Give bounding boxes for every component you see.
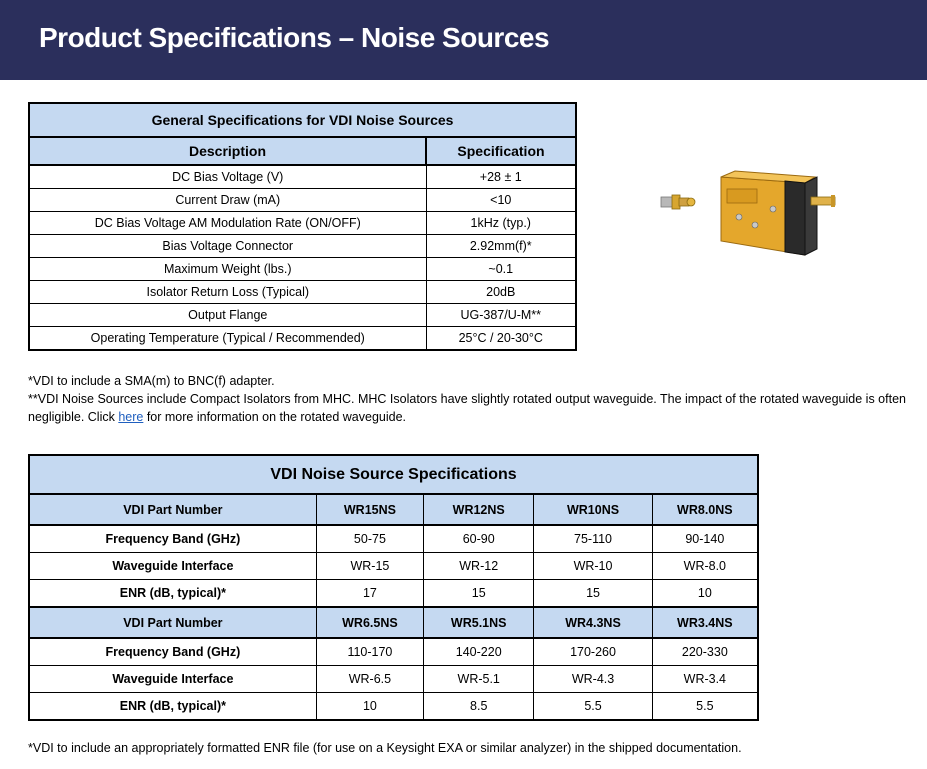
table-cell: 220-330 xyxy=(652,638,758,666)
general-table-title: General Specifications for VDI Noise Sources xyxy=(29,103,576,137)
note-isolators-text: **VDI Noise Sources include Compact Isolators from MHC. MHC Isolators have slightly rotated output waveguide. The impact of the rotated waveguide is often negligible. Click xyxy=(28,392,906,424)
spec-description: Operating Temperature (Typical / Recommended) xyxy=(29,327,426,351)
general-notes xyxy=(28,372,913,426)
sma-adapter-image xyxy=(661,195,695,209)
description-column-header: Description xyxy=(29,137,426,165)
table-cell: WR-3.4 xyxy=(652,666,758,693)
row-label: VDI Part Number xyxy=(29,607,316,638)
enr-row xyxy=(29,580,758,608)
table-cell: WR-10 xyxy=(534,553,652,580)
table-cell: 50-75 xyxy=(316,525,423,553)
row-label: Waveguide Interface xyxy=(29,666,316,693)
page-header xyxy=(0,0,927,80)
note-sma-adapter: *VDI to include a SMA(m) to BNC(f) adapter. xyxy=(28,374,275,388)
spec-value: +28 ± 1 xyxy=(426,165,576,189)
table-cell: WR3.4NS xyxy=(652,607,758,638)
rotated-waveguide-link[interactable]: here xyxy=(118,410,144,424)
waveguide-interface-row xyxy=(29,666,758,693)
noise-source-product-image xyxy=(655,165,845,275)
row-label: Frequency Band (GHz) xyxy=(29,525,316,553)
note-isolators-text-end: for more information on the rotated waveguide. xyxy=(143,410,407,424)
table-cell: 5.5 xyxy=(652,693,758,721)
spec-description: Current Draw (mA) xyxy=(29,189,426,212)
note-isolators xyxy=(28,390,913,426)
row-label: VDI Part Number xyxy=(29,494,316,525)
part-number-row xyxy=(29,494,758,525)
table-cell: WR4.3NS xyxy=(534,607,652,638)
general-spec-row xyxy=(29,235,576,258)
table-cell: 15 xyxy=(534,580,652,608)
table-cell: WR-12 xyxy=(424,553,534,580)
general-spec-row xyxy=(29,189,576,212)
table-cell: WR8.0NS xyxy=(652,494,758,525)
table-cell: 60-90 xyxy=(424,525,534,553)
table-cell: WR15NS xyxy=(316,494,423,525)
table-cell: WR12NS xyxy=(424,494,534,525)
general-spec-row xyxy=(29,327,576,351)
table-cell: WR5.1NS xyxy=(424,607,534,638)
table-cell: 110-170 xyxy=(316,638,423,666)
spec-value: 2.92mm(f)* xyxy=(426,235,576,258)
table-cell: WR-8.0 xyxy=(652,553,758,580)
table-cell: WR6.5NS xyxy=(316,607,423,638)
spec-value: 1kHz (typ.) xyxy=(426,212,576,235)
general-spec-row xyxy=(29,304,576,327)
spec-value: ~0.1 xyxy=(426,258,576,281)
waveguide-interface-row xyxy=(29,553,758,580)
frequency-band-row xyxy=(29,638,758,666)
table-cell: 8.5 xyxy=(424,693,534,721)
enr-row xyxy=(29,693,758,721)
spec-value: 25°C / 20-30°C xyxy=(426,327,576,351)
spec-description: Bias Voltage Connector xyxy=(29,235,426,258)
general-spec-row xyxy=(29,165,576,189)
general-spec-row xyxy=(29,281,576,304)
enr-footnote: *VDI to include an appropriately formatted ENR file (for use on a Keysight EXA or similar analyzer) in the shipped documentation. xyxy=(28,741,742,755)
part-number-row xyxy=(29,607,758,638)
noise-source-body-image xyxy=(721,171,835,255)
specification-column-header: Specification xyxy=(426,137,576,165)
table-cell: 5.5 xyxy=(534,693,652,721)
spec-description: DC Bias Voltage AM Modulation Rate (ON/OFF) xyxy=(29,212,426,235)
spec-description: DC Bias Voltage (V) xyxy=(29,165,426,189)
table-cell: WR-15 xyxy=(316,553,423,580)
table-cell: 10 xyxy=(652,580,758,608)
source-table-title: VDI Noise Source Specifications xyxy=(29,455,758,494)
table-cell: 75-110 xyxy=(534,525,652,553)
row-label: Waveguide Interface xyxy=(29,553,316,580)
frequency-band-row xyxy=(29,525,758,553)
spec-description: Maximum Weight (lbs.) xyxy=(29,258,426,281)
general-specifications-table xyxy=(28,102,577,351)
general-spec-row xyxy=(29,258,576,281)
table-cell: 170-260 xyxy=(534,638,652,666)
table-cell: WR10NS xyxy=(534,494,652,525)
spec-description: Isolator Return Loss (Typical) xyxy=(29,281,426,304)
spec-value: 20dB xyxy=(426,281,576,304)
table-cell: 15 xyxy=(424,580,534,608)
row-label: Frequency Band (GHz) xyxy=(29,638,316,666)
page-title: Product Specifications – Noise Sources xyxy=(39,22,550,53)
spec-value: <10 xyxy=(426,189,576,212)
table-cell: 10 xyxy=(316,693,423,721)
row-label: ENR (dB, typical)* xyxy=(29,580,316,608)
spec-description: Output Flange xyxy=(29,304,426,327)
table-cell: 140-220 xyxy=(424,638,534,666)
spec-value: UG-387/U-M** xyxy=(426,304,576,327)
table-cell: WR-6.5 xyxy=(316,666,423,693)
table-cell: 17 xyxy=(316,580,423,608)
row-label: ENR (dB, typical)* xyxy=(29,693,316,721)
table-cell: 90-140 xyxy=(652,525,758,553)
noise-source-specifications-table xyxy=(28,454,759,721)
table-cell: WR-4.3 xyxy=(534,666,652,693)
table-cell: WR-5.1 xyxy=(424,666,534,693)
general-spec-row xyxy=(29,212,576,235)
